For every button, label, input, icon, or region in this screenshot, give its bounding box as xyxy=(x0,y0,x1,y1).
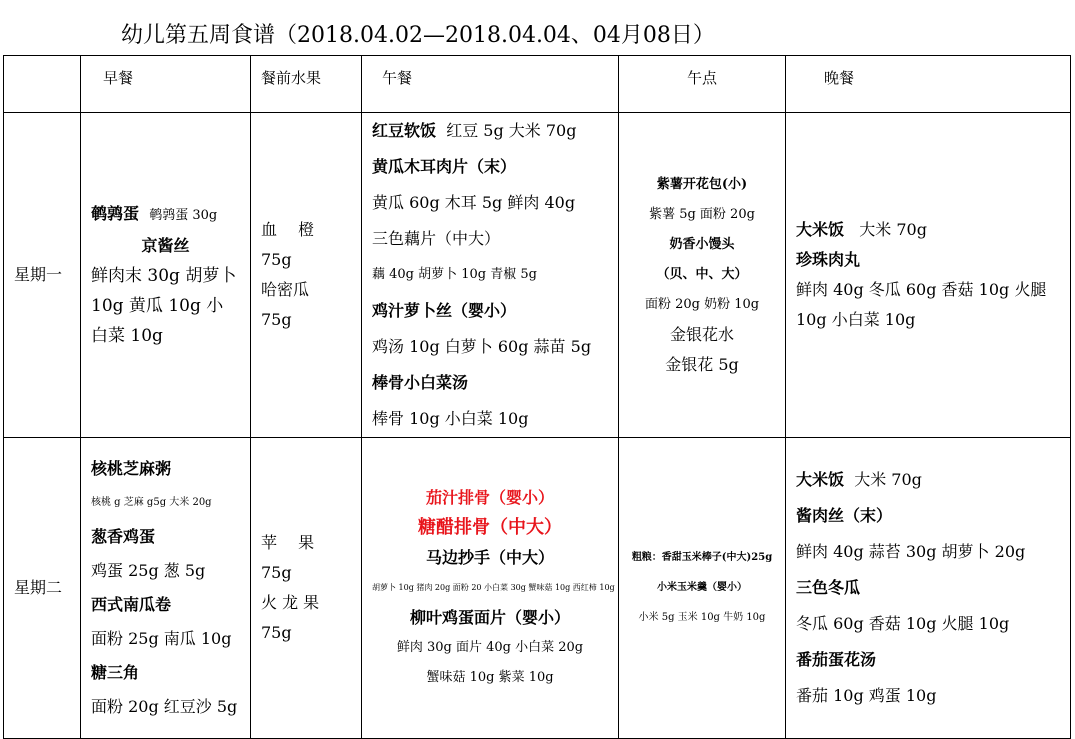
header-row xyxy=(4,56,1071,113)
dish-ingredients: 鲜肉末 30g 胡萝卜 10g 黄瓜 10g 小白菜 10g xyxy=(91,266,237,346)
fruit-cell xyxy=(251,113,362,438)
day-row xyxy=(4,113,1071,438)
breakfast-cell xyxy=(81,113,251,438)
dish-name: 珍珠肉丸 xyxy=(796,250,861,269)
dish-ingredients: 黄瓜 60g 木耳 5g 鲜肉 40g xyxy=(372,193,576,212)
dish-name: 三色冬瓜 xyxy=(796,578,861,597)
dish-ingredients: 金银花 5g xyxy=(665,355,739,374)
header-dinner: 晚餐 xyxy=(786,56,1071,113)
dish-ingredients: 藕 40g 胡萝卜 10g 青椒 5g xyxy=(372,267,537,282)
dish-ingredients: 红豆 5g 大米 70g xyxy=(446,121,577,140)
lunch-cell xyxy=(362,113,619,438)
dish-name: 糖三角 xyxy=(91,663,140,682)
dish-name: 京酱丝 xyxy=(141,236,190,255)
lunch-cell xyxy=(362,438,619,739)
dish-name: 大米饭 xyxy=(796,470,845,489)
dish-ingredients: 番茄 10g 鸡蛋 10g xyxy=(796,686,937,705)
page-title: 幼儿第五周食谱（2018.04.02—2018.04.04、04月08日） xyxy=(121,23,715,48)
dish-name: 鸡汁萝卜丝（婴小） xyxy=(372,301,517,320)
dish-ingredients: 大米 70g xyxy=(854,470,922,489)
dish-name: （贝、中、大） xyxy=(656,267,748,282)
dish-name: 酱肉丝（末） xyxy=(796,506,893,525)
dish-ingredients: 面粉 20g 红豆沙 5g xyxy=(91,697,238,716)
fruit-name: 哈密瓜 xyxy=(261,280,310,299)
dish-ingredients: 鹌鹑蛋 30g xyxy=(149,208,218,223)
dish-name: 糖醋排骨（中大） xyxy=(418,517,562,538)
dish-ingredients: 面粉 20g 奶粉 10g xyxy=(644,297,760,312)
fruit-amount: 75g xyxy=(261,623,292,642)
dish-name: 葱香鸡蛋 xyxy=(91,527,156,546)
fruit-name: 苹 果 xyxy=(261,533,315,552)
dish-name: 红豆软饭 xyxy=(372,121,437,140)
dish-name: 奶香小馒头 xyxy=(669,237,735,252)
dish-name: 大米饭 xyxy=(796,220,845,239)
dish-ingredients: 鲜肉 40g 蒜苔 30g 胡萝卜 20g xyxy=(796,542,1026,561)
dish-name: 三色藕片（中大） xyxy=(372,229,501,248)
dish-name: 核桃芝麻粥 xyxy=(91,459,172,478)
dish-ingredients: 胡萝卜 10g 猪肉 20g 面粉 20 小白菜 30g 蟹味菇 10g 西红柿 10g xyxy=(372,583,615,592)
day-label: 星期二 xyxy=(4,438,81,739)
fruit-amount: 75g xyxy=(261,310,292,329)
dish-ingredients: 鲜肉 40g 冬瓜 60g 香菇 10g 火腿 10g 小白菜 10g xyxy=(796,280,1047,329)
dish-name: 鹌鹑蛋 xyxy=(91,204,140,223)
dish-ingredients: 面粉 25g 南瓜 10g xyxy=(91,629,232,648)
dish-name: 柳叶鸡蛋面片（婴小） xyxy=(409,608,570,627)
dish-name: 小米玉米羹（婴小） xyxy=(657,582,747,593)
header-cell xyxy=(4,56,81,113)
fruit-amount: 75g xyxy=(261,563,292,582)
header-breakfast: 早餐 xyxy=(81,56,251,113)
dish-name: 番茄蛋花汤 xyxy=(796,650,877,669)
dish-name: 金银花水 xyxy=(669,325,734,344)
snack-cell xyxy=(619,113,786,438)
dish-ingredients: 鲜肉 30g 面片 40g 小白菜 20g xyxy=(396,640,584,655)
header-lunch: 午餐 xyxy=(362,56,619,113)
dinner-cell xyxy=(786,438,1071,739)
snack-cell xyxy=(619,438,786,739)
dish-name: 粗粮：香甜玉米棒子(中大)25g xyxy=(631,552,773,563)
dish-ingredients: 冬瓜 60g 香菇 10g 火腿 10g xyxy=(796,614,1010,633)
dish-ingredients: 蟹味菇 10g 紫菜 10g xyxy=(426,670,554,685)
dish-name: 棒骨小白菜汤 xyxy=(372,373,469,392)
dish-name: 西式南瓜卷 xyxy=(91,595,172,614)
dish-ingredients: 棒骨 10g 小白菜 10g xyxy=(372,409,529,428)
day-row xyxy=(4,438,1071,739)
header-fruit: 餐前水果 xyxy=(251,56,362,113)
dish-ingredients: 鸡蛋 25g 葱 5g xyxy=(91,561,206,580)
dish-ingredients: 大米 70g xyxy=(859,220,927,239)
fruit-cell xyxy=(251,438,362,739)
dish-ingredients: 小米 5g 玉米 10g 牛奶 10g xyxy=(638,612,766,623)
menu-table xyxy=(3,55,1071,739)
header-snack: 午点 xyxy=(619,56,786,113)
dinner-cell xyxy=(786,113,1071,438)
dish-name: 黄瓜木耳肉片（末） xyxy=(372,157,517,176)
dish-name: 紫薯开花包(小) xyxy=(656,177,748,192)
fruit-name: 火 龙 果 xyxy=(261,593,320,612)
dish-ingredients: 核桃 g 芝麻 g5g 大米 20g xyxy=(91,497,212,508)
fruit-name: 血 橙 xyxy=(261,220,315,239)
dish-ingredients: 鸡汤 10g 白萝卜 60g 蒜苗 5g xyxy=(372,337,592,356)
fruit-amount: 75g xyxy=(261,250,292,269)
dish-name: 茄汁排骨（婴小） xyxy=(425,488,554,507)
day-label: 星期一 xyxy=(4,113,81,438)
dish-ingredients: 紫薯 5g 面粉 20g xyxy=(649,207,755,222)
breakfast-cell xyxy=(81,438,251,739)
dish-name: 马边抄手（中大） xyxy=(425,548,554,567)
